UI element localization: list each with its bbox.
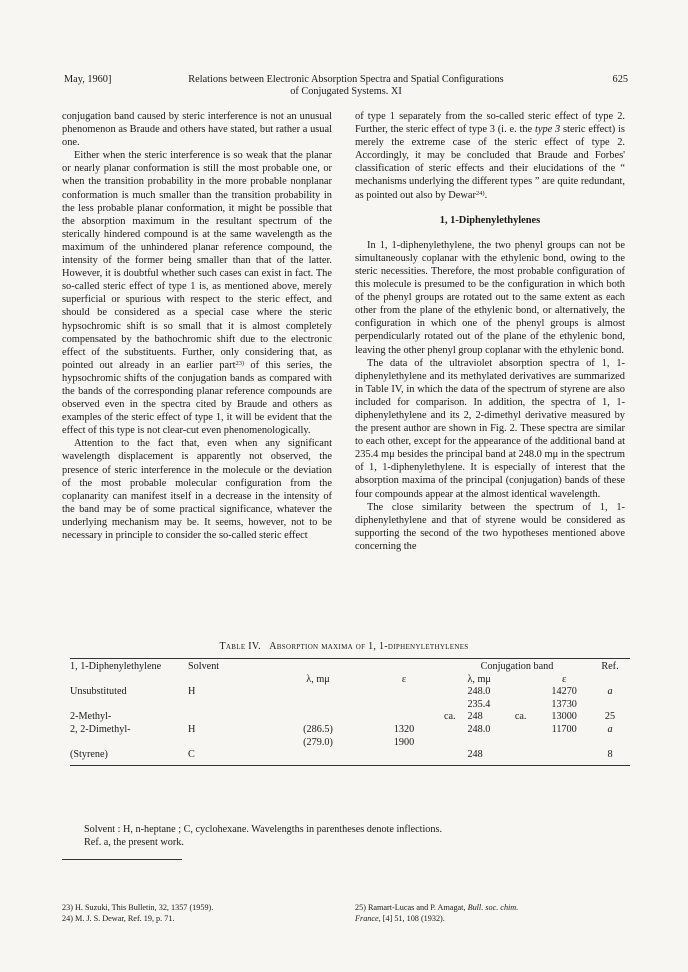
cell-eps1 — [364, 711, 444, 724]
absorption-table — [70, 658, 630, 766]
footnote-rule — [62, 859, 182, 860]
cell-solvent: C — [188, 749, 195, 761]
table-caption — [0, 641, 688, 652]
cell-lam1 — [272, 686, 364, 699]
right-paragraph-2: In 1, 1-diphenylethylene, the two phenyl groups can not be simultaneously coplanar with the ethylenic bond, owing to the steric necessities. Therefore, the most probable configuration of this molecule is presumed to be the configuration in which both of the phenyl groups are rotated out to the same extent as each other from the plane of the ethylenic bond, or alternatively, the configuration in which one of the phenyl groups is almost perpendicularly rotated out of the plane of the ethylenic bond, leaving the other phenyl group coplanar with the ethylenic bond. — [355, 239, 625, 356]
footnotes-right — [355, 903, 625, 924]
citation-24: 24) — [475, 189, 485, 197]
cell-ref: a — [607, 686, 613, 698]
left-paragraph-1: conjugation band caused by steric interference is not an unusual phenomenon as Braude and others have stated, but rather a usual one. — [62, 111, 332, 149]
section-heading: 1, 1-Diphenylethylenes — [439, 214, 541, 226]
cell-ca_l — [444, 699, 467, 712]
cell-eps1: 1320 — [393, 723, 415, 735]
cell-lam2: 248 — [467, 749, 483, 761]
cell-solvent: H — [188, 723, 196, 735]
cell-lam2: 248.0 — [467, 723, 491, 735]
cell-ref: 8 — [607, 749, 613, 761]
header-epsilon-inflection: ε — [401, 673, 407, 685]
cell-eps2 — [538, 737, 590, 750]
cell-ca_l — [444, 686, 467, 699]
cell-ca_e — [515, 686, 538, 699]
header-conjugation-band: Conjugation band — [480, 661, 554, 672]
table-title: Absorption maxima of 1, 1-diphenylethylenes — [269, 641, 469, 652]
cell-ca_l — [444, 749, 467, 762]
right-paragraph-4: The close similarity between the spectrum of 1, 1-diphenylethylene and that of styrene would be considered as supporting the second of the two hypotheses mentioned above concerning the — [355, 501, 625, 552]
cell-compound: 2, 2-Dimethyl- — [70, 723, 131, 735]
cell-lam2: 248.0 — [467, 686, 491, 698]
table-subheader-row — [70, 674, 630, 687]
cell-lam2: 235.4 — [467, 698, 491, 710]
cell-lam1 — [272, 699, 364, 712]
right-column — [355, 110, 625, 553]
cell-eps1 — [364, 749, 444, 762]
table-row — [70, 737, 630, 750]
cell-ca_l — [444, 737, 467, 750]
header-title-line1: Relations between Electronic Absorption Spectra and Spatial Configurations — [188, 74, 504, 85]
cell-ref — [590, 737, 630, 750]
cell-solvent — [188, 737, 272, 750]
cell-eps2: 13730 — [551, 698, 577, 710]
page-number: 625 — [612, 74, 628, 85]
left-paragraph-2: Either when the steric interference is so weak that the planar or nearly planar conformation is still the most probable one, or when the transition probability in the more probable nonplanar conformation is much smaller than the transition probability in the less probable planar conformation, it might be possible that the absorption maximum in the resultant spectrum of the sterically hindered compound is at the same wavelength as the maximum of the unhindered planar reference compound, the intensity of the former being smaller than that of the latter. However, it is doubtful whether such cases can exist in fact. The so-called steric effect of type 1 is, as mentioned above, merely superficial or spurious with respect to the steric effect, and should be considered as a special case where the steric hypsochromic shift is so small that it is almost completely compensated by the bathochromic shift due to the electronic effect of the substituents. Further, only considering that, as pointed out already in an earlier part$^{23)}$ of this series, the hypsochromic shifts of the conjugation bands as compared with the bands of the corresponding planar reference compounds are observed even in the spectra cited by Braude and others as examples of the steric effect of type 1, it will be evident that the effect of this type is not clear-cut even phenomenologically. — [62, 150, 332, 437]
footnotes-left — [62, 903, 332, 924]
table-row — [70, 711, 630, 724]
table-row — [70, 686, 630, 699]
cell-compound: 2-Methyl- — [70, 711, 112, 723]
header-title-line2: of Conjugated Systems. XI — [290, 86, 402, 97]
header-lambda-inflection: λ, mμ — [306, 673, 330, 685]
footnote-24: 24) M. J. S. Dewar, Ref. 19, p. 71. — [62, 913, 175, 923]
left-paragraph-3: Attention to the fact that, even when any significant wavelength displacement is apparently not observed, the presence of steric interference in the molecule or the deviation of the most probable molecular configuration from the coplanarity can manifest itself in a decrease in the intensity of the band may be of some practical significance, whatever the underlying mechanism may be. It seems, however, not to be necessary in principle to consider the so-called steric effect — [62, 438, 332, 541]
table-header-row — [70, 661, 630, 674]
cell-ref: a — [607, 723, 613, 735]
footnote-25: 25) Ramart-Lucas and P. Amagat, Bull. soc. chim. — [355, 903, 519, 912]
table-note-solvent: Solvent : H, n-heptane ; C, cyclohexane. Wavelengths in parentheses denote inflections. — [84, 824, 442, 835]
cell-eps2: 11700 — [551, 723, 577, 735]
table-bottom-rule — [70, 765, 630, 766]
header-ref: Ref. — [601, 661, 619, 672]
header-date: May, 1960] — [64, 74, 112, 85]
cell-ca_e — [515, 699, 538, 712]
header-solvent: Solvent — [188, 661, 220, 672]
citation-23: 23) — [235, 359, 245, 367]
cell-ca_e — [515, 724, 538, 737]
cell-compound: Unsubstituted — [70, 686, 127, 698]
header-lambda: λ, mμ — [467, 673, 491, 685]
cell-ca_e: ca. — [514, 711, 527, 723]
header-epsilon: ε — [562, 673, 567, 685]
cell-eps2: 14270 — [551, 686, 577, 698]
cell-lam2: 248 — [467, 711, 483, 723]
cell-ref: 25 — [604, 711, 616, 723]
table-notes — [84, 823, 614, 860]
header-compound: 1, 1-Diphenylethylene — [70, 661, 162, 672]
cell-lam1: (286.5) — [303, 723, 333, 735]
cell-eps2: 13000 — [551, 711, 577, 723]
cell-solvent — [188, 711, 272, 724]
right-paragraph-3: The data of the ultraviolet absorption spectra of 1, 1-diphenylethylene and its methylated derivatives are summarized in Table IV, in which the data of the spectrum of styrene are also included for comparison. In addition, the spectra of 1, 1-diphenylethylene and its 2, 2-dimethyl derivative measured by the present author are shown in Fig. 2. These spectra are similar to each other, except for the appearance of the additional band at 235.4 mμ besides the principal band at 248.0 mμ in the spectrum of 1, 1-diphenylethylene. It is especially of interest that the absorption maxima of the principal (conjugation) bands of these four compounds appear at the almost identical wavelength. — [355, 357, 625, 500]
cell-ca_l — [444, 724, 467, 737]
cell-lam1 — [272, 749, 364, 762]
table-row — [70, 724, 630, 737]
cell-ca_e — [515, 737, 538, 750]
table-top-rule — [70, 658, 630, 659]
cell-ca_l: ca. — [444, 711, 456, 723]
cell-lam1 — [272, 711, 364, 724]
cell-ca_e — [515, 749, 538, 762]
table-note-ref: Ref. a, the present work. — [84, 837, 184, 848]
header-title — [64, 74, 628, 98]
cell-solvent: H — [188, 686, 196, 698]
cell-eps2 — [538, 749, 590, 762]
cell-solvent — [188, 699, 272, 712]
cell-ref — [590, 699, 630, 712]
cell-lam1: (279.0) — [303, 736, 333, 748]
cell-eps1: 1900 — [393, 736, 415, 748]
cell-compound — [70, 699, 188, 712]
cell-eps1 — [364, 686, 444, 699]
table-row — [70, 749, 630, 762]
footnote-25-cont: France, [4] 51, 108 (1932). — [355, 913, 445, 923]
table-row — [70, 699, 630, 712]
table-label: Table IV. — [219, 641, 261, 652]
footnote-23: 23) H. Suzuki, This Bulletin, 32, 1357 (1959). — [62, 903, 214, 912]
right-paragraph-1: of type 1 separately from the so-called steric effect of type 2. Further, the steric effect of type 3 (i. e. the type 3 steric effect) is merely the extreme case of the steric effect of type 2. Accordingly, it may be concluded that Braude and Forbes' classification of steric effects and their elucidations of the “ mechanisms underlying the different types ” are quite redundant, as pointed out also by Dewar$^{24)}$. — [355, 111, 625, 201]
cell-compound: (Styrene) — [70, 749, 108, 761]
cell-compound — [70, 737, 188, 750]
cell-eps1 — [364, 699, 444, 712]
cell-lam2 — [467, 737, 514, 750]
left-column — [62, 110, 332, 542]
